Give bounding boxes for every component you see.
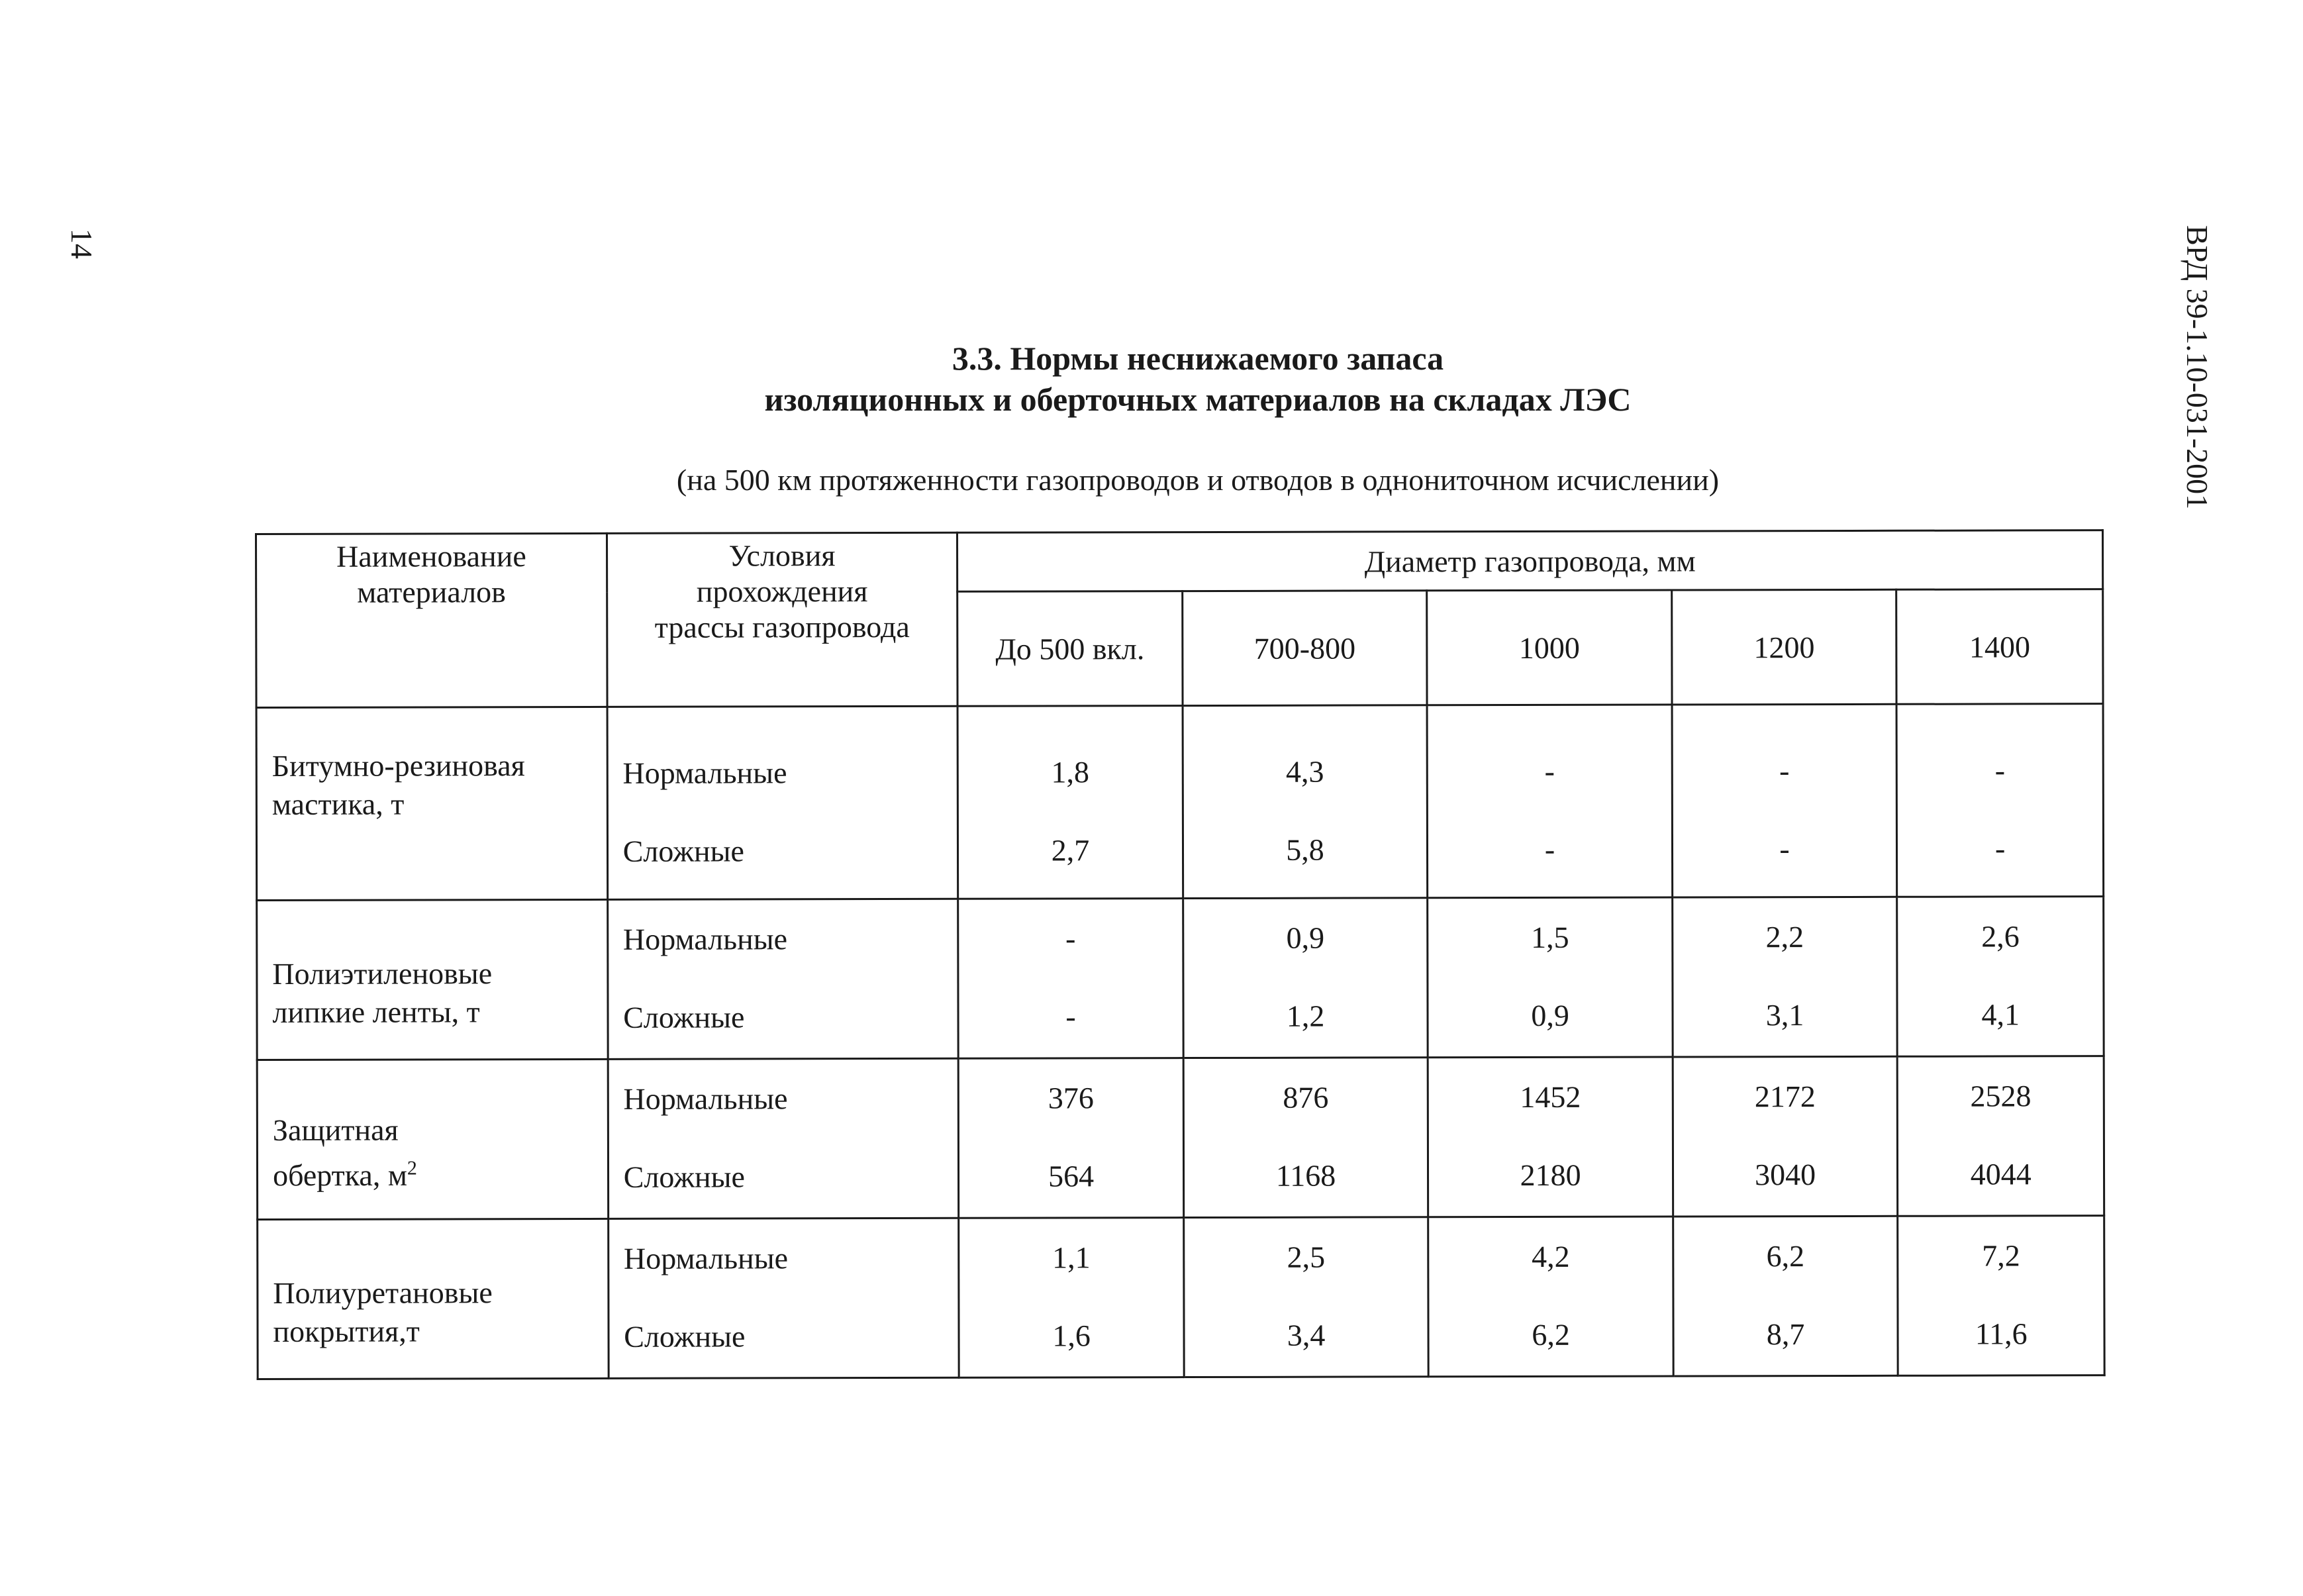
material-name-line-2: липкие ленты, т <box>272 995 480 1029</box>
material-name-line-1: Битумно-резиновая <box>271 748 525 783</box>
value-normal: 4,2 <box>1532 1239 1570 1273</box>
document-code: ВРД 39-1.10-031-2001 <box>2180 225 2214 510</box>
table-row <box>258 1216 2104 1379</box>
value-normal: 4,3 <box>1285 754 1324 789</box>
value-cell <box>1898 1216 2104 1376</box>
material-cell <box>258 1219 609 1379</box>
header-conditions <box>607 532 957 707</box>
material-name-line-1: Защитная <box>272 1113 399 1147</box>
value-normal: 2528 <box>1970 1079 2032 1113</box>
section-title <box>0 338 2303 420</box>
value-complex: 5,8 <box>1286 832 1324 867</box>
material-name-text: обертка, м <box>272 1158 407 1193</box>
section-title-line-1: 3.3. Нормы неснижаемого запаса <box>952 340 1444 377</box>
unit-superscript: 2 <box>407 1157 417 1179</box>
value-normal: 2,5 <box>1287 1240 1326 1274</box>
value-normal: 876 <box>1283 1080 1329 1115</box>
value-normal: 7,2 <box>1982 1238 2020 1273</box>
value-normal: 1,8 <box>1051 755 1090 789</box>
value-complex: 8,7 <box>1766 1317 1805 1352</box>
value-cell <box>1673 1216 1898 1376</box>
value-cell <box>1672 897 1897 1057</box>
value-normal: 6,2 <box>1766 1239 1805 1273</box>
norms-table <box>255 529 2106 1380</box>
condition-normal: Нормальные <box>622 922 788 956</box>
value-cell <box>1183 898 1428 1058</box>
value-complex: 3,1 <box>1765 998 1804 1032</box>
value-normal: 1,1 <box>1052 1240 1091 1275</box>
value-cell <box>1428 897 1673 1058</box>
table-row <box>257 1056 2104 1220</box>
section-subtitle: (на 500 км протяженности газопроводов и отводов в однониточном исчислении) <box>676 463 1720 497</box>
header-material <box>256 533 607 707</box>
material-cell <box>257 899 608 1060</box>
condition-normal: Нормальные <box>623 1081 788 1116</box>
header-size-2: 700-800 <box>1182 591 1427 706</box>
value-complex: 4,1 <box>1981 997 2020 1032</box>
material-name-line-1: Полиуретановые <box>273 1275 493 1310</box>
value-normal: 2172 <box>1754 1079 1816 1114</box>
value-complex: 0,9 <box>1531 998 1569 1032</box>
header-conditions-line-3: трассы газопровода <box>654 609 910 644</box>
value-complex: 2,7 <box>1051 833 1090 868</box>
value-normal: 0,9 <box>1286 921 1325 955</box>
header-size-4: 1200 <box>1671 589 1896 705</box>
value-complex: - <box>1065 999 1076 1034</box>
material-cell <box>257 1059 608 1219</box>
conditions-cell <box>608 1218 959 1378</box>
header-size-1: До 500 вкл. <box>957 591 1183 707</box>
value-normal: - <box>1994 753 2006 787</box>
value-complex: 11,6 <box>1975 1317 2028 1351</box>
value-normal: - <box>1065 921 1076 956</box>
value-cell <box>1183 705 1428 899</box>
value-normal: 2,6 <box>1981 919 2020 954</box>
header-size-3: 1000 <box>1427 590 1672 705</box>
value-cell <box>1897 1056 2104 1217</box>
value-cell <box>958 899 1183 1059</box>
section-title-line-2: изоляционных и оберточных материалов на складах ЛЭС <box>764 381 1632 418</box>
value-cell <box>1183 1058 1428 1218</box>
value-normal: - <box>1779 754 1790 788</box>
value-complex: 3,4 <box>1287 1318 1326 1352</box>
value-cell <box>1428 1217 1673 1377</box>
value-complex: - <box>1544 832 1555 866</box>
value-cell <box>1183 1217 1428 1377</box>
material-name-line-1: Полиэтиленовые <box>272 956 493 991</box>
condition-complex: Сложные <box>623 1000 745 1034</box>
value-normal: 1,5 <box>1530 920 1569 954</box>
value-cell <box>958 1058 1183 1219</box>
table-row <box>257 897 2104 1060</box>
value-normal: - <box>1544 754 1555 788</box>
header-material-line-1: Наименование <box>336 539 526 574</box>
material-name-line-2 <box>273 1149 607 1195</box>
header-size-5: 1400 <box>1896 589 2103 705</box>
conditions-cell <box>608 1058 959 1219</box>
condition-complex: Сложные <box>624 1319 746 1354</box>
value-complex: 4044 <box>1970 1157 2032 1191</box>
value-complex: 6,2 <box>1532 1317 1570 1352</box>
value-complex: 1,6 <box>1052 1319 1091 1353</box>
value-cell <box>1673 1056 1898 1217</box>
value-cell <box>959 1218 1184 1378</box>
page-number: 14 <box>65 228 99 259</box>
header-conditions-line-2: прохождения <box>696 574 868 609</box>
value-complex: - <box>1994 831 2006 866</box>
value-complex: 564 <box>1048 1159 1095 1193</box>
condition-complex: Сложные <box>622 834 744 868</box>
value-complex: 2180 <box>1520 1158 1581 1193</box>
value-normal: 1452 <box>1520 1079 1581 1115</box>
value-complex: 1168 <box>1275 1158 1336 1193</box>
table-row <box>256 704 2104 901</box>
value-normal: 2,2 <box>1765 920 1804 954</box>
value-normal: 376 <box>1048 1081 1094 1115</box>
value-cell <box>1428 1057 1673 1217</box>
table-header-row <box>256 530 2103 593</box>
value-cell <box>1672 704 1897 897</box>
condition-normal: Нормальные <box>623 1241 789 1275</box>
condition-complex: Сложные <box>623 1160 745 1194</box>
condition-normal: Нормальные <box>622 756 787 790</box>
value-complex: - <box>1779 832 1790 866</box>
material-name-line-2: покрытия,т <box>273 1314 420 1348</box>
conditions-cell <box>607 706 958 899</box>
value-cell <box>957 706 1183 899</box>
header-diameter: Диаметр газопровода, мм <box>957 530 2103 592</box>
value-complex: 1,2 <box>1286 999 1325 1033</box>
value-cell <box>1897 897 2104 1057</box>
value-complex: 3040 <box>1755 1158 1816 1192</box>
header-material-line-2: материалов <box>357 575 506 609</box>
value-cell <box>1427 705 1672 898</box>
conditions-cell <box>607 899 958 1059</box>
material-cell <box>256 707 607 900</box>
header-conditions-line-1: Условия <box>728 538 836 573</box>
value-cell <box>1896 704 2103 897</box>
material-name-line-2: мастика, т <box>271 787 405 821</box>
